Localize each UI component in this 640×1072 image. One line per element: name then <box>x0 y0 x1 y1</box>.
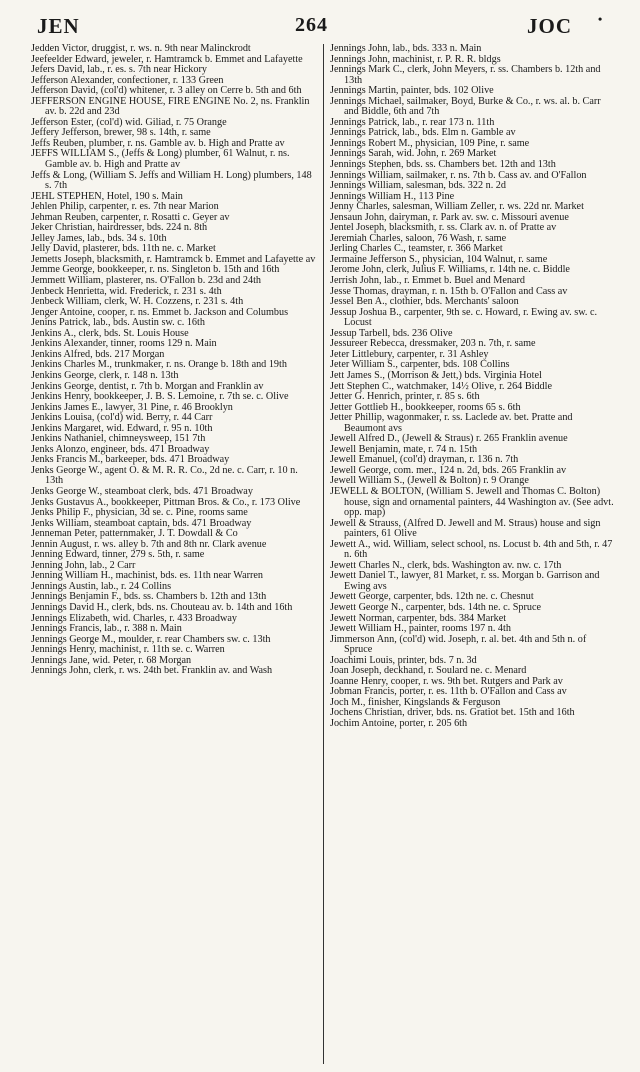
directory-entry: Jensaun John, dairyman, r. Park av. sw. c. Missouri avenue <box>330 211 569 223</box>
directory-entry: Jesse Thomas, drayman, r. n. 15th b. O'Fallon and Cass av <box>330 285 568 297</box>
directory-entry: Jerling Charles C., teamster, r. 366 Market <box>330 243 503 255</box>
column-divider <box>323 44 324 1064</box>
directory-entry: Jewett Charles N., clerk, bds. Washington av. nw. c. 17th <box>330 559 562 571</box>
directory-entry: Jeffs Reuben, plumber, r. ns. Gamble av. b. High and Pratte av <box>31 137 285 149</box>
directory-entry: Jenks George W., agent O. & M. R. R. Co., 2d ne. c. Carr, r. 10 n. 13th <box>31 464 298 487</box>
directory-entry: Jenks Philip F., physician, 3d se. c. Pine, rooms same <box>31 507 248 519</box>
directory-entry: Jennings Martin, painter, bds. 102 Olive <box>330 85 494 97</box>
directory-entry: Jenbeck Henrietta, wid. Frederick, r. 231 s. 4th <box>31 285 222 297</box>
directory-entry: Jennings George M., moulder, r. rear Chambers sw. c. 13th <box>31 633 271 645</box>
directory-entry: Jefers David, lab., r. es. s. 7th near Hickory <box>31 64 207 76</box>
directory-entry: Jetter G. Henrich, printer, r. 85 s. 6th <box>330 391 480 403</box>
directory-entry: Jetter Gottlieb H., bookkeeper, rooms 65 s. 6th <box>330 401 521 413</box>
directory-entry: Jefferson Ester, (col'd) wid. Giliad, r. 75 Orange <box>31 116 227 128</box>
directory-entry: Jenbeck William, clerk, W. H. Cozzens, r. 231 s. 4th <box>31 296 244 308</box>
directory-entry: Jenkins Charles M., trunkmaker, r. ns. Orange b. 18th and 19th <box>31 359 287 371</box>
directory-entry: Jochens Christian, driver, bds. ns. Gratiot bet. 15th and 16th <box>330 707 575 719</box>
directory-entry: Jenkins Alfred, bds. 217 Morgan <box>31 348 165 360</box>
directory-entry: Jessup Tarbell, bds. 236 Olive <box>330 327 453 339</box>
directory-entry: Jennings William, sailmaker, r. ns. 7th b. Cass av. and O'Fallon <box>330 169 587 181</box>
directory-entry: Jewell & Strauss, (Alfred D. Jewell and M. Straus) house and sign painters, 61 Olive <box>330 517 601 540</box>
directory-entry: Jedden Victor, druggist, r. ws. n. 9th near Malinckrodt <box>31 44 251 54</box>
directory-entry: Jenkins George, clerk, r. 148 n. 13th <box>31 369 179 381</box>
directory-entry: Jenks George W., steamboat clerk, bds. 471 Broadway <box>31 485 253 497</box>
header-right-guide-word: JOC <box>527 14 572 38</box>
directory-entry: Jenks Francis M., barkeeper, bds. 471 Broadway <box>31 454 230 466</box>
directory-entry: Jeefeelder Edward, jeweler, r. Hamtramck b. Emmet and Lafayette <box>31 53 303 65</box>
directory-entry: Jenkins George, dentist, r. 7th b. Morgan and Franklin av <box>31 380 264 392</box>
directory-entry: Jefferson David, (col'd) whitener, r. 3 alley on Cerre b. 5th and 6th <box>31 85 302 97</box>
directory-entry: Jennings Elizabeth, wid. Charles, r. 433 Broadway <box>31 612 237 624</box>
directory-entry: Jenning William H., machinist, bds. es. 11th near Warren <box>31 570 263 582</box>
directory-entry: Jessup Joshua B., carpenter, 9th se. c. Howard, r. Ewing av. sw. c. Locust <box>330 306 598 329</box>
directory-entry: Jelly David, plasterer, bds. 11th ne. c. Market <box>31 243 216 255</box>
right-column <box>330 44 614 1064</box>
directory-entry: Jennings David H., clerk, bds. ns. Chouteau av. b. 14th and 16th <box>31 601 293 613</box>
directory-entry: Jewett George N., carpenter, bds. 14th ne. c. Spruce <box>330 601 542 613</box>
directory-entry: Jeremiah Charles, saloon, 76 Wash, r. same <box>330 232 507 244</box>
directory-entry: Jemme George, bookkeeper, r. ns. Singleton b. 15th and 16th <box>31 264 280 276</box>
directory-entry: Jewett William H., painter, rooms 197 n. 4th <box>330 623 511 635</box>
directory-entry: JEFFERSON ENGINE HOUSE, FIRE ENGINE No. 2, ns. Franklin av. b. 22d and 23d <box>31 95 310 118</box>
directory-entry: Jennings Francis, lab., r. 388 n. Main <box>31 623 182 635</box>
directory-entry: Jennings Michael, sailmaker, Boyd, Burke & Co., r. ws. al. b. Carr and Biddle, 6th and 7th <box>330 95 601 118</box>
directory-entry: Jeker Christian, hairdresser, bds. 224 n. 8th <box>31 222 208 234</box>
directory-entry: Jennings Stephen, bds. ss. Chambers bet. 12th and 13th <box>330 159 556 171</box>
directory-entry: Jett James S., (Morrison & Jett,) bds. Virginia Hotel <box>330 369 542 381</box>
left-column <box>31 44 318 1064</box>
directory-entry: Jewett George, carpenter, bds. 12th ne. c. Chesnut <box>330 591 534 603</box>
directory-entry: JEHL STEPHEN, Hotel, 190 s. Main <box>31 190 183 202</box>
directory-entry: Jennings Patrick, lab., bds. Elm n. Gamble av <box>330 127 516 139</box>
directory-entry: Jewell Benjamin, mate, r. 74 n. 15th <box>330 443 478 455</box>
directory-entry: Jennings Austin, lab., r. 24 Collins <box>31 580 172 592</box>
directory-entry: Jennings Mark C., clerk, John Meyers, r. ss. Chambers b. 12th and 13th <box>330 64 601 86</box>
directory-entry: Jemmett William, plasterer, ns. O'Fallon b. 23d and 24th <box>31 275 262 287</box>
directory-entry: Jennings Sarah, wid. John, r. 269 Market <box>330 148 497 160</box>
directory-entry: Joan Joseph, deckhand, r. Soulard ne. c. Menard <box>330 665 527 677</box>
directory-entry: Jessureer Rebecca, dressmaker, 203 n. 7th, r. same <box>330 338 536 350</box>
directory-entry: Jennings Benjamin F., bds. ss. Chambers b. 12th and 13th <box>31 591 267 603</box>
directory-entry: Jewell George, com. mer., 124 n. 2d, bds. 265 Franklin av <box>330 464 567 476</box>
directory-entry: Jehlen Philip, carpenter, r. es. 7th near Marion <box>31 201 219 213</box>
directory-entry: Jenks William, steamboat captain, bds. 471 Broadway <box>31 517 252 529</box>
header-left-guide-word: JEN <box>37 14 80 38</box>
page-header <box>0 14 640 40</box>
header-mark: • <box>598 12 604 26</box>
directory-entry: Jenny Charles, salesman, William Zeller, r. ws. 22d nr. Market <box>330 201 584 213</box>
directory-entry: Joch M., finisher, Kingslands & Ferguson <box>330 696 501 708</box>
directory-entry: Jobman Francis, porter, r. es. 11th b. O'Fallon and Cass av <box>330 686 567 698</box>
directory-entry: Jewell Emanuel, (col'd) drayman, r. 136 n. 7th <box>330 454 519 466</box>
directory-entry: Jewell Alfred D., (Jewell & Straus) r. 265 Franklin avenue <box>330 433 568 445</box>
directory-entry: Jerrish John, lab., r. Emmet b. Buel and Menard <box>330 275 525 287</box>
directory-entry: Jefferson Alexander, confectioner, r. 133 Green <box>31 74 224 86</box>
directory-entry: Joanne Henry, cooper, r. ws. 9th bet. Rutgers and Park av <box>330 675 563 687</box>
directory-entry: Jochim Antoine, porter, r. 205 6th <box>330 718 468 729</box>
directory-entry: Jenkins Margaret, wid. Edward, r. 95 n. 10th <box>31 422 213 434</box>
directory-entry: Jeter Littlebury, carpenter, r. 31 Ashley <box>330 348 489 360</box>
directory-entry: JEFFS WILLIAM S., (Jeffs & Long) plumber, 61 Walnut, r. ns. Gamble av. b. High and Pratte av <box>31 148 290 171</box>
directory-entry: Jennings William, salesman, bds. 322 n. 2d <box>330 180 506 192</box>
directory-entry: Jewett Daniel T., lawyer, 81 Market, r. ss. Morgan b. Garrison and Ewing avs <box>330 570 600 592</box>
directory-entry: Jewell William S., (Jewell & Bolton) r. 9 Orange <box>330 475 529 487</box>
directory-entry: JEWELL & BOLTON, (William S. Jewell and Thomas C. Bolton) house, sign and ornamental painters, 44 Washington av. (See advt. opp. map) <box>330 485 614 519</box>
directory-entry: Jenks Gustavus A., bookkeeper, Pittman Bros. & Co., r. 173 Olive <box>31 496 301 508</box>
directory-entry: Jelley James, lab., bds. 34 s. 10th <box>31 232 167 244</box>
directory-entry: Jewett Norman, carpenter, bds. 384 Market <box>330 612 507 624</box>
directory-entry: Jennings Robert M., physician, 109 Pine, r. same <box>330 137 530 149</box>
directory-entry: Jenkins Alexander, tinner, rooms 129 n. Main <box>31 338 217 350</box>
page-number: 264 <box>295 14 328 36</box>
directory-entry: Jetter Phillip, wagonmaker, r. ss. Laclede av. bet. Pratte and Beaumont avs <box>330 412 573 434</box>
directory-entry: Jenkins Henry, bookkeeper, J. B. S. Lemoine, r. 7th se. c. Olive <box>31 391 289 403</box>
directory-entry: Jennings Jane, wid. Peter, r. 68 Morgan <box>31 654 192 666</box>
directory-entry: Jenks Alonzo, engineer, bds. 471 Broadway <box>31 443 210 455</box>
directory-entry: Jenning John, lab., 2 Carr <box>31 559 136 571</box>
directory-entry: Jenger Antoine, cooper, r. ns. Emmet b. Jackson and Columbus <box>31 306 289 318</box>
directory-entry: Jermaine Jefferson S., physician, 104 Walnut, r. same <box>330 253 548 265</box>
directory-entry: Joachimi Louis, printer, bds. 7 n. 3d <box>330 654 477 666</box>
directory-entry: Jeffs & Long, (William S. Jeffs and William H. Long) plumbers, 148 s. 7th <box>31 169 312 192</box>
directory-entry: Jimmerson Ann, (col'd) wid. Joseph, r. al. bet. 4th and 5th n. of Spruce <box>330 633 587 656</box>
directory-entry: Jeter William S., carpenter, bds. 108 Collins <box>330 359 510 371</box>
directory-entry: Jenkins James E., lawyer, 31 Pine, r. 46 Brooklyn <box>31 401 233 413</box>
directory-entry: Jett Stephen C., watchmaker, 14½ Olive, r. 264 Biddle <box>330 380 552 392</box>
directory-entry: Jenning Edward, tinner, 279 s. 5th, r. same <box>31 549 205 561</box>
directory-entry: Jemetts Joseph, blacksmith, r. Hamtramck b. Emmet and Lafayette av <box>31 253 316 265</box>
directory-entry: Jennings Henry, machinist, r. 11th se. c. Warren <box>31 644 225 656</box>
directory-entry: Jennings William H., 113 Pine <box>330 190 455 202</box>
directory-entry: Jennings John, machinist, r. P. R. R. bldgs <box>330 53 501 65</box>
directory-entry: Jennings John, lab., bds. 333 n. Main <box>330 44 482 54</box>
directory-entry: Jessel Ben A., clothier, bds. Merchants' saloon <box>330 296 519 308</box>
directory-entry: Jennings Patrick, lab., r. rear 173 n. 11th <box>330 116 495 128</box>
directory-entry: Jenneman Peter, patternmaker, J. T. Dowdall & Co <box>31 528 238 540</box>
directory-entry: Jennings John, clerk, r. ws. 24th bet. Franklin av. and Wash <box>31 665 273 677</box>
directory-entry: Jewett A., wid. William, select school, ns. Locust b. 4th and 5th, r. 47 n. 6th <box>330 538 613 561</box>
directory-entry: Jenkins Louisa, (col'd) wid. Berry, r. 44 Carr <box>31 412 213 424</box>
directory-entry: Jenins Patrick, lab., bds. Austin sw. c. 16th <box>31 317 205 329</box>
directory-entry: Jenkins Nathaniel, chimneysweep, 151 7th <box>31 433 206 445</box>
directory-entry: Jehman Reuben, carpenter, r. Rosatti c. Geyer av <box>31 211 230 223</box>
directory-entry: Jenkins A., clerk, bds. St. Louis House <box>31 327 189 339</box>
directory-entry: Jennin August, r. ws. alley b. 7th and 8th nr. Clark avenue <box>31 538 267 550</box>
directory-entry: Jeffery Jefferson, brewer, 98 s. 14th, r. same <box>31 127 211 139</box>
directory-entry: Jerome John, clerk, Julius F. Williams, r. 14th ne. c. Biddle <box>330 264 570 276</box>
directory-entry: Jentel Joseph, blacksmith, r. ss. Clark av. n. of Pratte av <box>330 222 557 234</box>
